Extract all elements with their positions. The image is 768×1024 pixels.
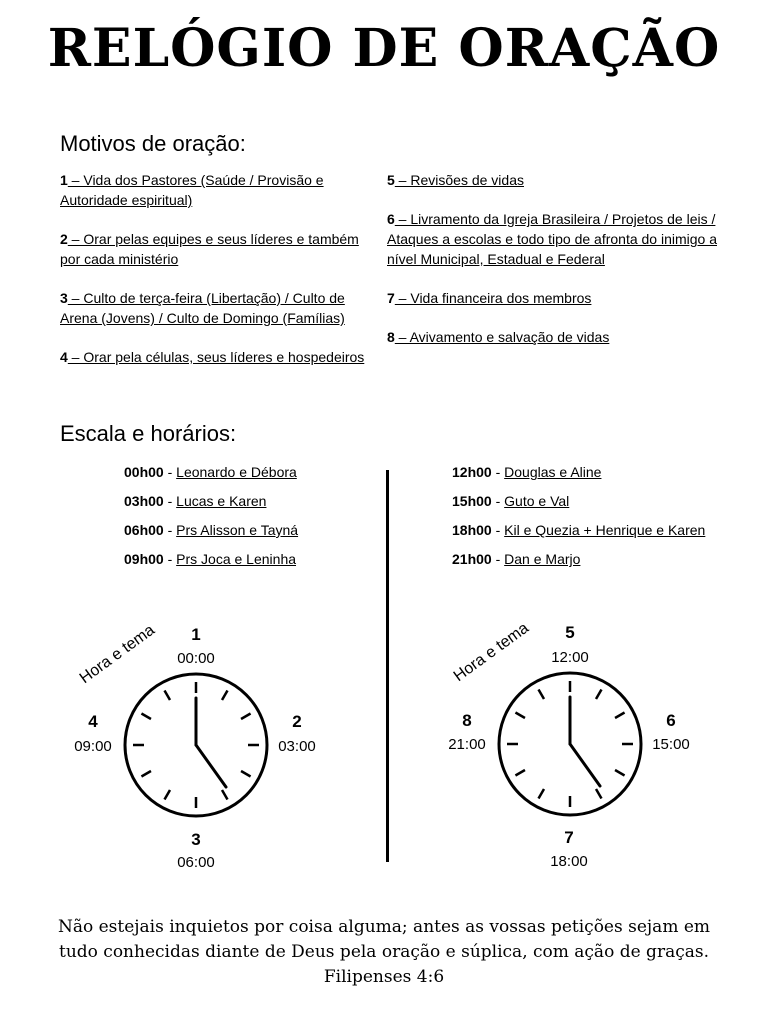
reason-item-7	[387, 288, 717, 308]
clock-tick	[596, 789, 602, 799]
bible-verse	[0, 915, 768, 990]
clock-slot-time: 12:00	[551, 649, 589, 666]
reason-item-1	[60, 170, 378, 210]
reason-number: 3	[60, 290, 68, 306]
clock-slot-time: 15:00	[652, 736, 690, 753]
clock-slot-time: 00:00	[177, 650, 215, 667]
clock-tick	[615, 770, 625, 776]
reason-number: 4	[60, 349, 68, 365]
schedule-time: 00h00	[124, 464, 164, 480]
clock-slot-time: 06:00	[177, 854, 215, 871]
schedule-time: 18h00	[452, 522, 492, 538]
schedule-time: 12h00	[452, 464, 492, 480]
schedule-separator: -	[163, 551, 177, 567]
clock-slot-number: 1	[191, 625, 201, 644]
clock-slot-number: 4	[88, 712, 98, 731]
schedule-separator: -	[163, 493, 177, 509]
schedule-row	[124, 549, 298, 578]
schedule-row	[452, 491, 705, 520]
page-title: RELÓGIO DE ORAÇÃO	[47, 18, 721, 79]
reason-text: – Orar pela células, seus líderes e hospedeiros	[67, 349, 365, 365]
schedule-left-column	[124, 462, 298, 578]
schedule-time: 09h00	[124, 551, 164, 567]
clock-tick	[165, 790, 171, 800]
clock-slot-time: 18:00	[550, 853, 588, 870]
clock-tick	[515, 770, 525, 776]
schedule-names: Prs Alisson e Tayná	[176, 522, 299, 538]
schedule-row	[124, 462, 298, 491]
clock-hand-hour	[196, 745, 226, 787]
reason-text: – Livramento da Igreja Brasileira / Projetos de leis / Ataques a escolas e todo tipo de afronta do inimigo a nível Municipal, Estadual e Federal	[387, 211, 717, 267]
schedule-names: Kil e Quezia + Henrique e Karen	[504, 522, 706, 538]
reason-item-3	[60, 288, 378, 328]
clock-right	[448, 620, 690, 870]
clock-tick	[615, 713, 625, 719]
schedule-names: Douglas e Aline	[504, 464, 602, 480]
clock-tick	[165, 690, 171, 700]
schedule-names: Prs Joca e Leninha	[176, 551, 297, 567]
reasons-right-column	[387, 170, 717, 347]
schedule-separator: -	[491, 522, 505, 538]
schedule-time: 21h00	[452, 551, 492, 567]
reason-text: – Revisões de vidas	[394, 172, 524, 188]
schedule-separator: -	[163, 522, 177, 538]
clock-tick	[515, 713, 525, 719]
clock-slot-number: 6	[666, 711, 676, 730]
reason-item-2	[60, 229, 378, 269]
reason-number: 8	[387, 329, 395, 345]
clock-tick	[141, 771, 151, 777]
schedule-time: 03h00	[124, 493, 164, 509]
clock-slot-time: 21:00	[448, 736, 486, 753]
reason-text: – Vida dos Pastores (Saúde / Provisão e Autoridade espiritual)	[60, 172, 324, 208]
reasons-left-column	[60, 170, 378, 367]
reasons-heading: Motivos de oração:	[60, 131, 246, 156]
reason-text: – Vida financeira dos membros	[394, 290, 592, 306]
clock-tick	[141, 714, 151, 720]
clock-slot-number: 2	[292, 712, 302, 731]
reason-item-5	[387, 170, 717, 190]
verse-line: tudo conhecidas diante de Deus pela oração e súplica, com ação de graças.	[59, 942, 709, 962]
reason-text: – Orar pelas equipes e seus líderes e também por cada ministério	[60, 231, 359, 267]
clock-tick	[539, 689, 545, 699]
clock-slot-time: 03:00	[278, 738, 316, 755]
clock-slot-number: 8	[462, 711, 472, 730]
schedule-time: 06h00	[124, 522, 164, 538]
clock-caption: Hora e tema	[450, 619, 532, 686]
clock-tick	[222, 690, 228, 700]
schedule-names: Leonardo e Débora	[176, 464, 297, 480]
reason-number: 2	[60, 231, 68, 247]
schedule-row	[124, 520, 298, 549]
schedule-heading: Escala e horários:	[60, 421, 237, 446]
clock-slot-time: 09:00	[74, 738, 112, 755]
reason-number: 6	[387, 211, 395, 227]
schedule-right-column	[452, 462, 705, 578]
schedule-separator: -	[491, 493, 505, 509]
verse-reference: Filipenses 4:6	[323, 967, 445, 987]
schedule-names: Guto e Val	[504, 493, 570, 509]
reason-number: 1	[60, 172, 68, 188]
schedule-names: Lucas e Karen	[176, 493, 267, 509]
clock-tick	[241, 771, 251, 777]
reason-item-4	[60, 347, 378, 367]
reason-item-8	[387, 327, 717, 347]
schedule-row	[452, 520, 705, 549]
clock-slot-number: 5	[565, 623, 575, 642]
clock-tick	[596, 689, 602, 699]
clock-slot-number: 3	[191, 830, 201, 849]
schedule-time: 15h00	[452, 493, 492, 509]
schedule-names: Dan e Marjo	[504, 551, 581, 567]
schedule-separator: -	[491, 464, 505, 480]
clock-hand-hour	[570, 744, 600, 786]
reason-text: – Culto de terça-feira (Libertação) / Culto de Arena (Jovens) / Culto de Domingo (Famílias)	[60, 290, 345, 326]
clock-tick	[241, 714, 251, 720]
clock-caption: Hora e tema	[76, 621, 158, 688]
clock-left	[74, 622, 316, 871]
schedule-row	[452, 462, 705, 491]
schedule-separator: -	[491, 551, 505, 567]
schedule-separator: -	[163, 464, 177, 480]
reason-number: 7	[387, 290, 395, 306]
schedule-row	[124, 491, 298, 520]
clocks-figure	[0, 600, 768, 890]
clock-slot-number: 7	[564, 828, 574, 847]
reason-text: – Avivamento e salvação de vidas	[394, 329, 610, 345]
clock-tick	[222, 790, 228, 800]
schedule-row	[452, 549, 705, 578]
reason-item-6	[387, 209, 717, 269]
verse-line: Não estejais inquietos por coisa alguma; antes as vossas petições sejam em	[57, 917, 711, 937]
clock-tick	[539, 789, 545, 799]
reason-number: 5	[387, 172, 395, 188]
